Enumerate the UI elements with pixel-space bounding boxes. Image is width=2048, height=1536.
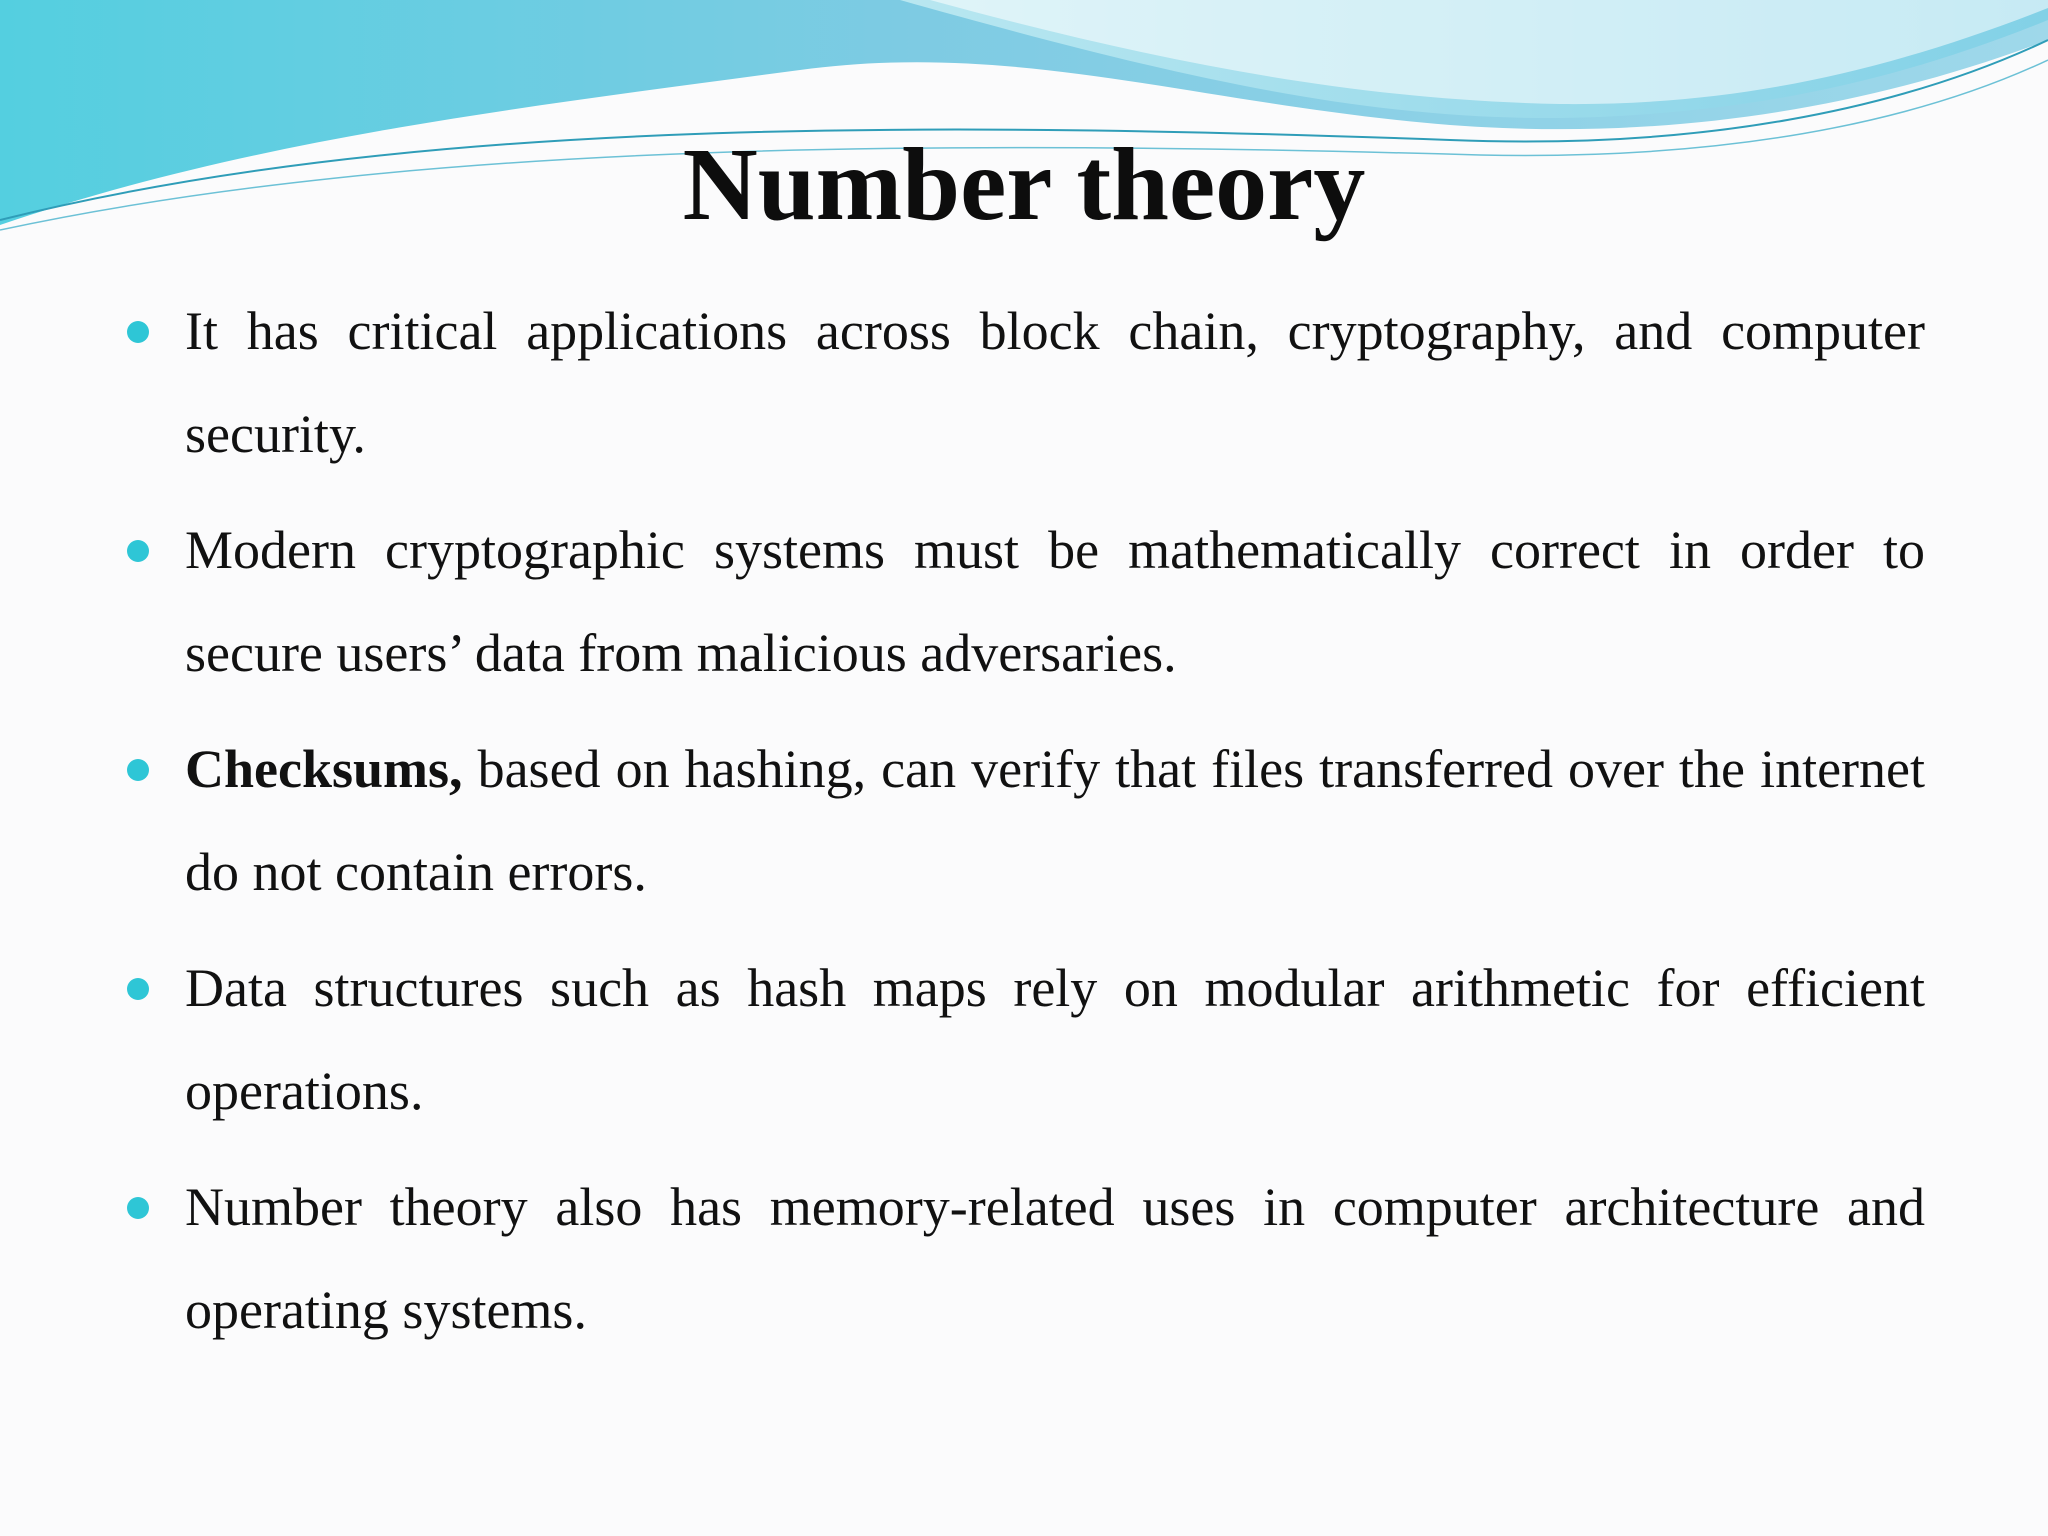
bullet-dot-icon: [127, 321, 149, 343]
bullet-text: Data structures such as hash maps rely on modular arithmetic for efficient operations.: [185, 958, 1925, 1121]
bullet-text: Modern cryptographic systems must be mathematically correct in order to secure users’ data from malicious adversaries.: [185, 520, 1925, 683]
bullet-text: based on hashing, can verify that files transferred over the internet do not contain errors.: [185, 739, 1925, 902]
bullet-dot-icon: [127, 1197, 149, 1219]
bullet-dot-icon: [127, 540, 149, 562]
bullet-list: [185, 280, 1925, 1375]
bullet-dot-icon: [127, 978, 149, 1000]
slide-title: Number theory: [682, 127, 1366, 242]
bullet-item: [185, 937, 1925, 1143]
bullet-item: [185, 499, 1925, 705]
bullet-text: Number theory also has memory-related uses in computer architecture and operating systems.: [185, 1177, 1925, 1340]
bullet-item: [185, 280, 1925, 486]
bullet-dot-icon: [127, 759, 149, 781]
bullet-term: Checksums,: [185, 739, 463, 799]
bullet-text: It has critical applications across block chain, cryptography, and computer security.: [185, 301, 1925, 464]
bullet-item: [185, 1156, 1925, 1362]
bullet-item: [185, 718, 1925, 924]
